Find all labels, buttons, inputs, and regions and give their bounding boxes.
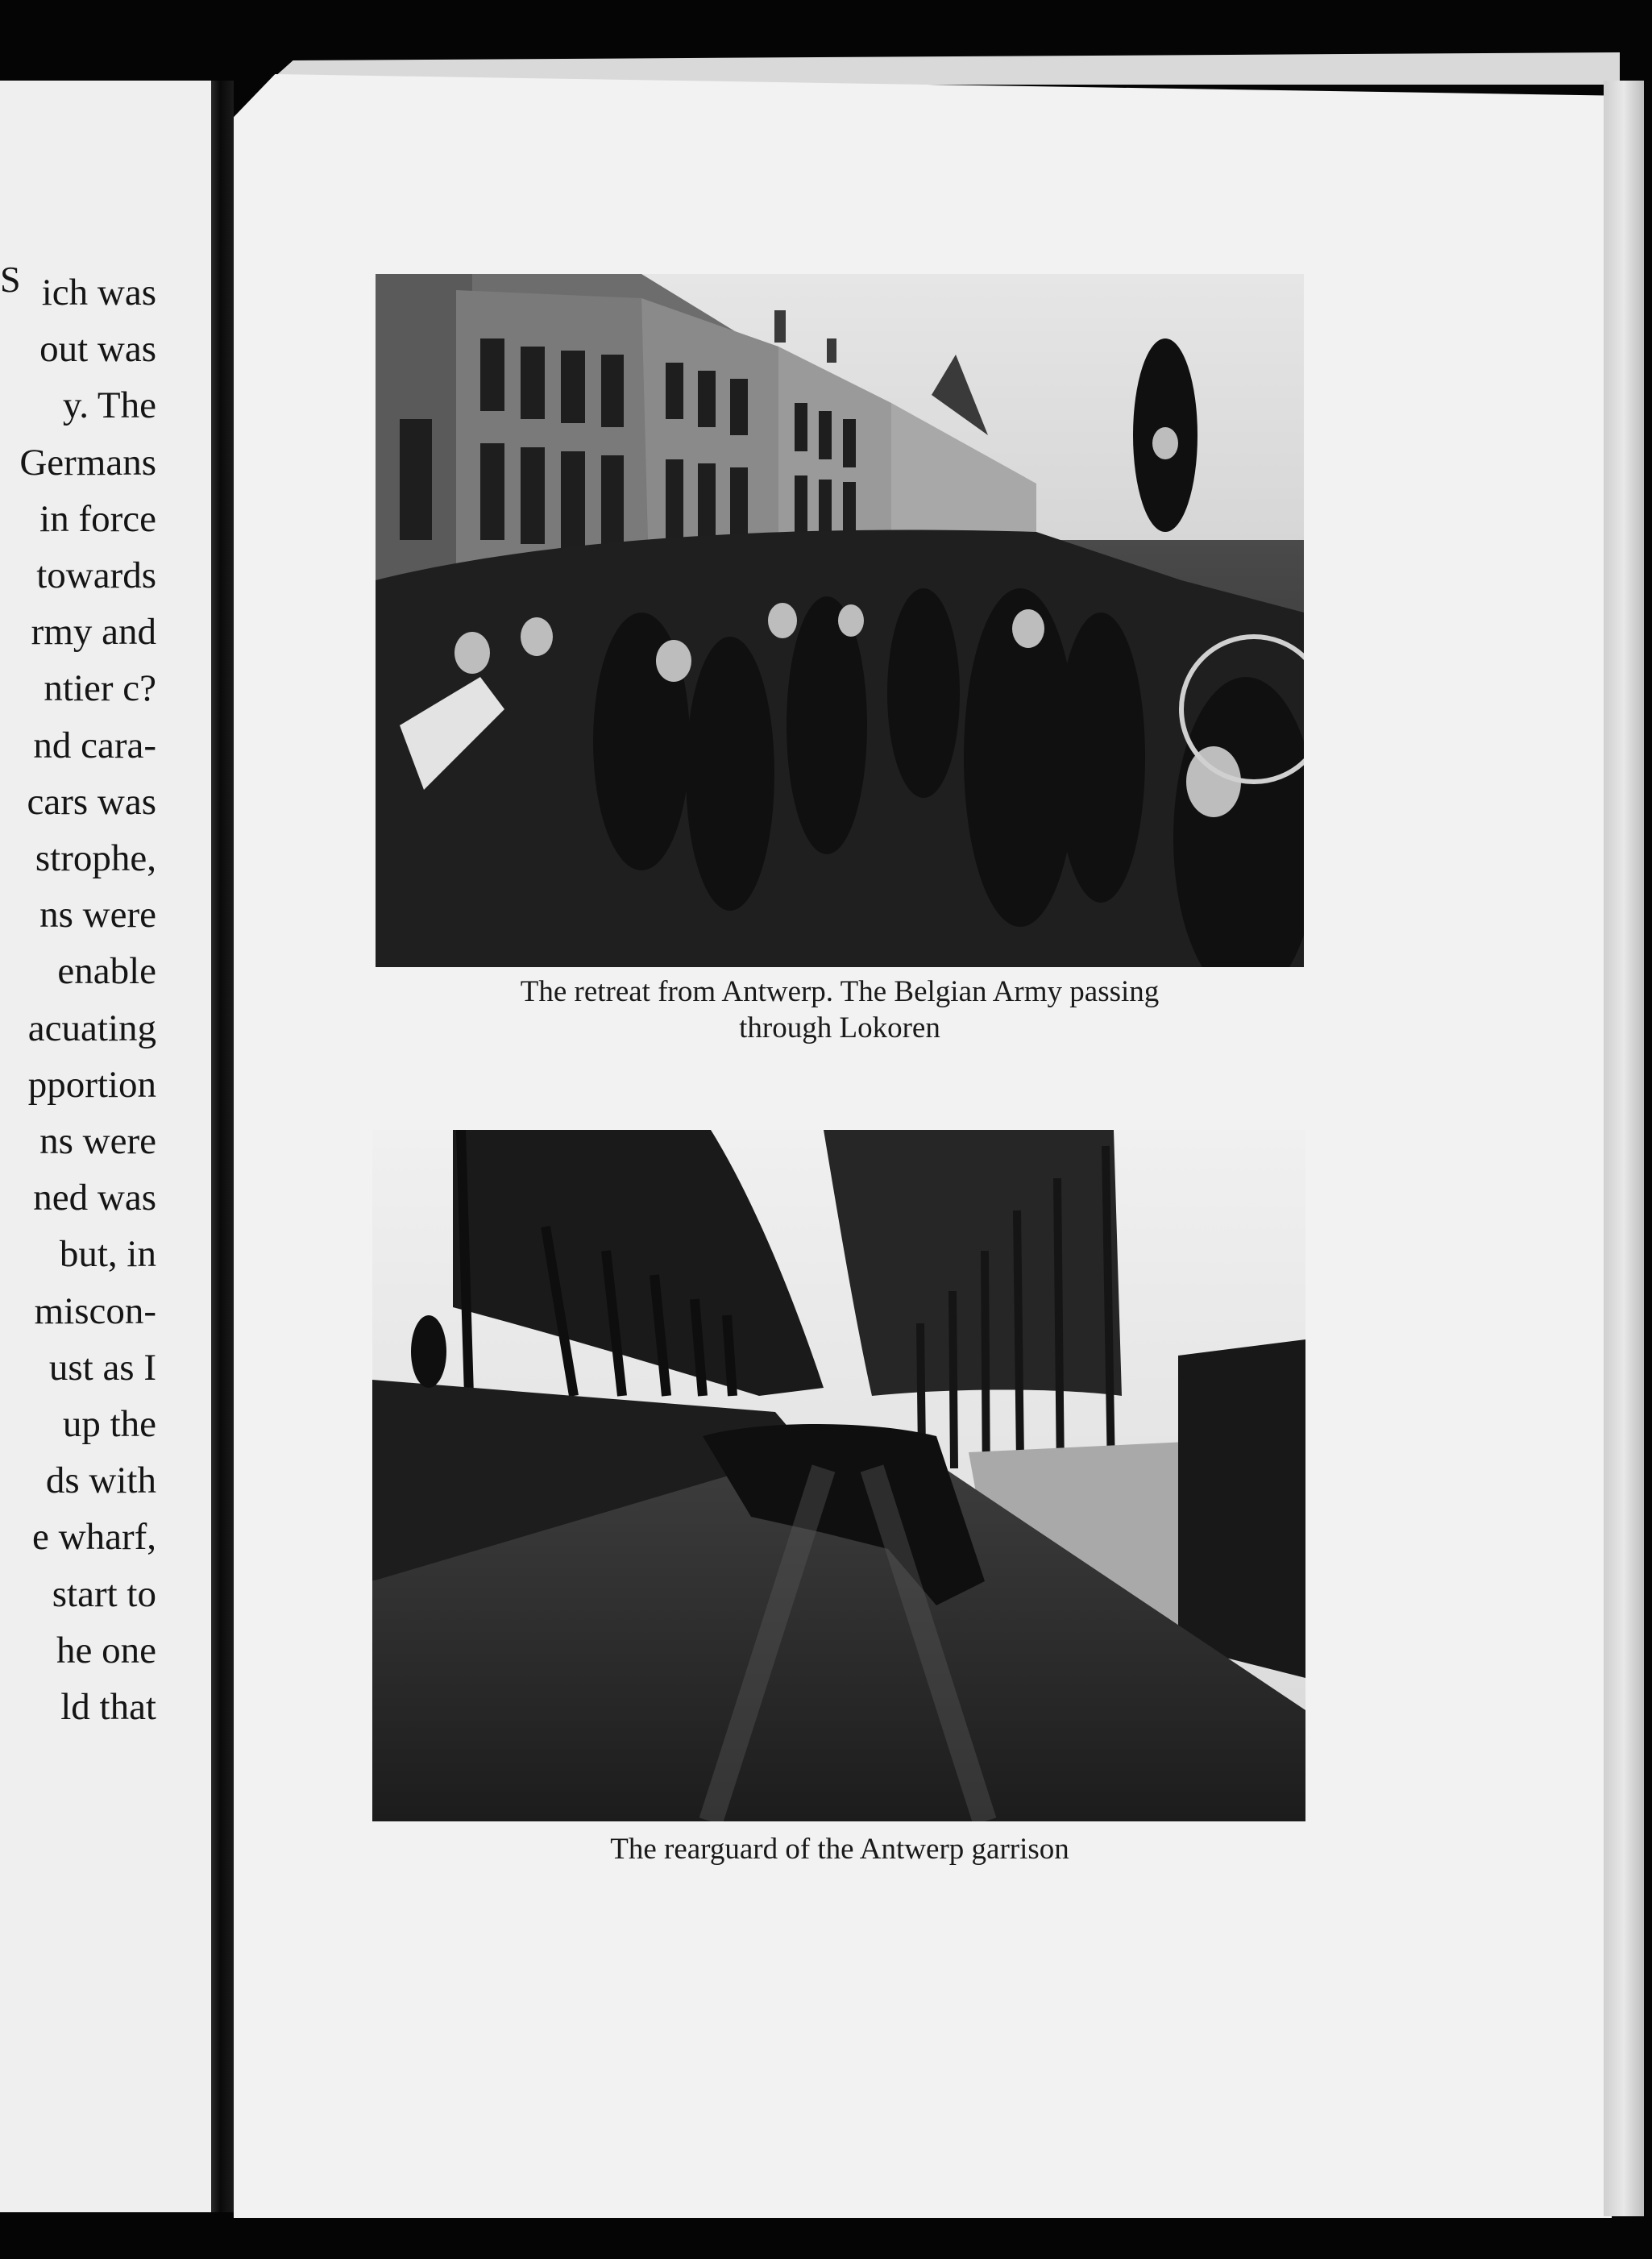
text-line: start to: [52, 1572, 156, 1615]
text-line: ld that: [60, 1686, 156, 1729]
text-line: out was: [39, 328, 156, 371]
text-line: y. The: [62, 384, 156, 427]
text-line: nd cara-: [33, 724, 156, 766]
text-line: pportion: [27, 1063, 156, 1106]
text-line: strophe,: [35, 837, 156, 880]
photo-caption-2: [371, 1831, 1309, 1867]
left-page: [0, 81, 211, 2212]
caption-line: The rearguard of the Antwerp garrison: [610, 1833, 1069, 1866]
text-line: cars was: [27, 780, 156, 823]
text-line: e wharf,: [32, 1516, 156, 1559]
text-line: ns were: [39, 894, 156, 936]
text-line: towards: [36, 554, 156, 597]
photo-belgian-army-retreat: [376, 274, 1304, 967]
text-line: acuating: [27, 1007, 156, 1049]
page-right-edge: [1604, 81, 1644, 2216]
caption-line: through Lokoren: [739, 1011, 940, 1044]
text-line: rmy and: [31, 611, 156, 654]
text-line: in force: [39, 497, 156, 540]
text-line: ned was: [33, 1177, 156, 1219]
text-line: ns were: [39, 1120, 156, 1163]
text-line: ds with: [45, 1460, 156, 1502]
text-line: ust as I: [48, 1346, 156, 1389]
text-line: up the: [62, 1403, 156, 1446]
text-line: Germans: [19, 441, 156, 484]
photo-antwerp-rearguard: [372, 1130, 1305, 1821]
caption-line: The retreat from Antwerp. The Belgian Army passing: [520, 975, 1160, 1008]
text-line: ntier c?: [44, 667, 156, 710]
book-gutter: [211, 81, 234, 2212]
text-line: he one: [56, 1629, 156, 1671]
photo-caption-1: [371, 974, 1309, 1046]
left-page-text: [0, 264, 156, 1735]
text-line: ich was: [41, 272, 156, 314]
text-line: but, in: [59, 1233, 156, 1276]
text-line: miscon-: [34, 1289, 156, 1332]
text-line: enable: [57, 950, 156, 993]
left-page-heading: S: [0, 259, 21, 300]
